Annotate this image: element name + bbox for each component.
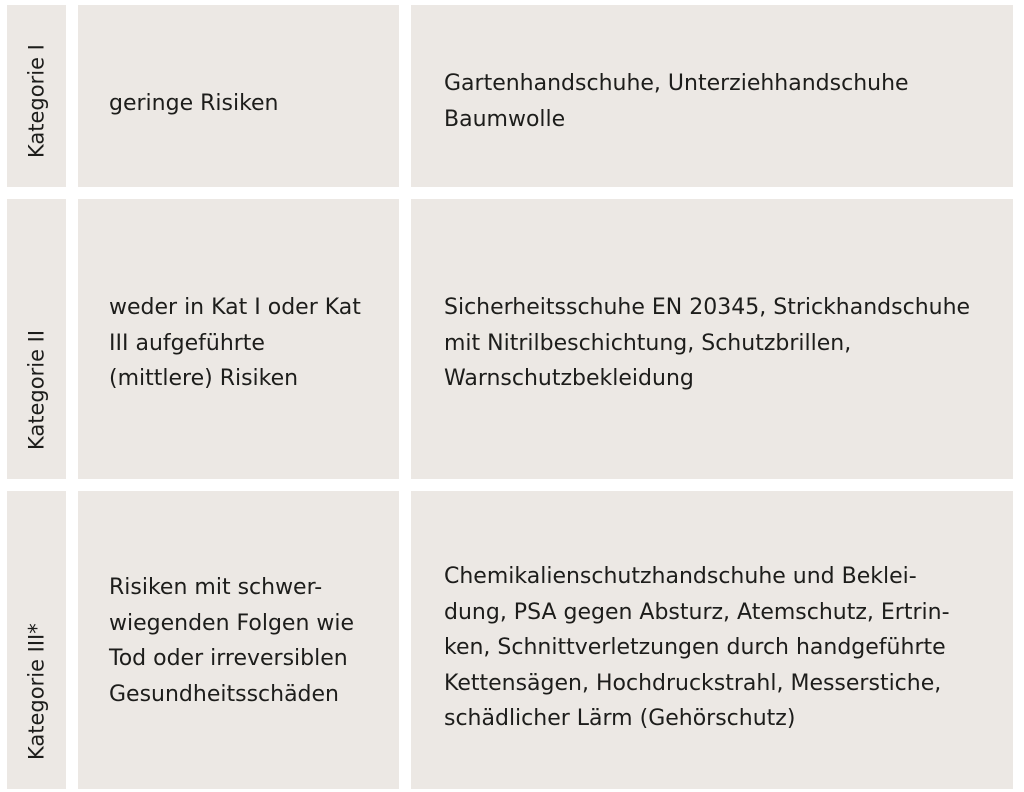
examples-text: Gartenhandschuhe, Unterziehhandschuhe Baumwolle xyxy=(444,71,909,132)
examples-cell-2 xyxy=(411,199,1013,479)
examples-cell-1 xyxy=(411,5,1013,187)
examples-cell-3 xyxy=(411,491,1013,789)
risk-text: geringe Risiken xyxy=(109,91,279,116)
examples-text: Chemikalienschutzhandschuhe und Beklei- dung, PSA gegen Absturz, Atemschutz, Ertrin- ken, Schnittverletzungen durch handgeführte Kettensägen, Hochdruckstrahl, Messerstiche, schädlicher Lärm (Gehörschutz) xyxy=(444,564,950,731)
risk-cell-2 xyxy=(78,199,399,479)
category-label: Kategorie III* xyxy=(24,623,48,760)
category-label: Kategorie II xyxy=(24,329,48,450)
risk-text: weder in Kat I oder Kat III aufgeführte (mittlere) Risiken xyxy=(109,295,361,391)
category-cell-2 xyxy=(7,199,66,479)
risk-cell-1 xyxy=(78,5,399,187)
risk-text: Risiken mit schwer- wiegenden Folgen wie Tod oder irreversiblen Gesundheitsschäden xyxy=(109,575,355,707)
category-cell-3 xyxy=(7,491,66,789)
category-cell-1 xyxy=(7,5,66,187)
risk-cell-3 xyxy=(78,491,399,789)
examples-text: Sicherheitsschuhe EN 20345, Strickhandschuhe mit Nitrilbeschichtung, Schutzbrillen, Warnschutzbekleidung xyxy=(444,295,971,391)
category-label: Kategorie I xyxy=(24,44,48,158)
